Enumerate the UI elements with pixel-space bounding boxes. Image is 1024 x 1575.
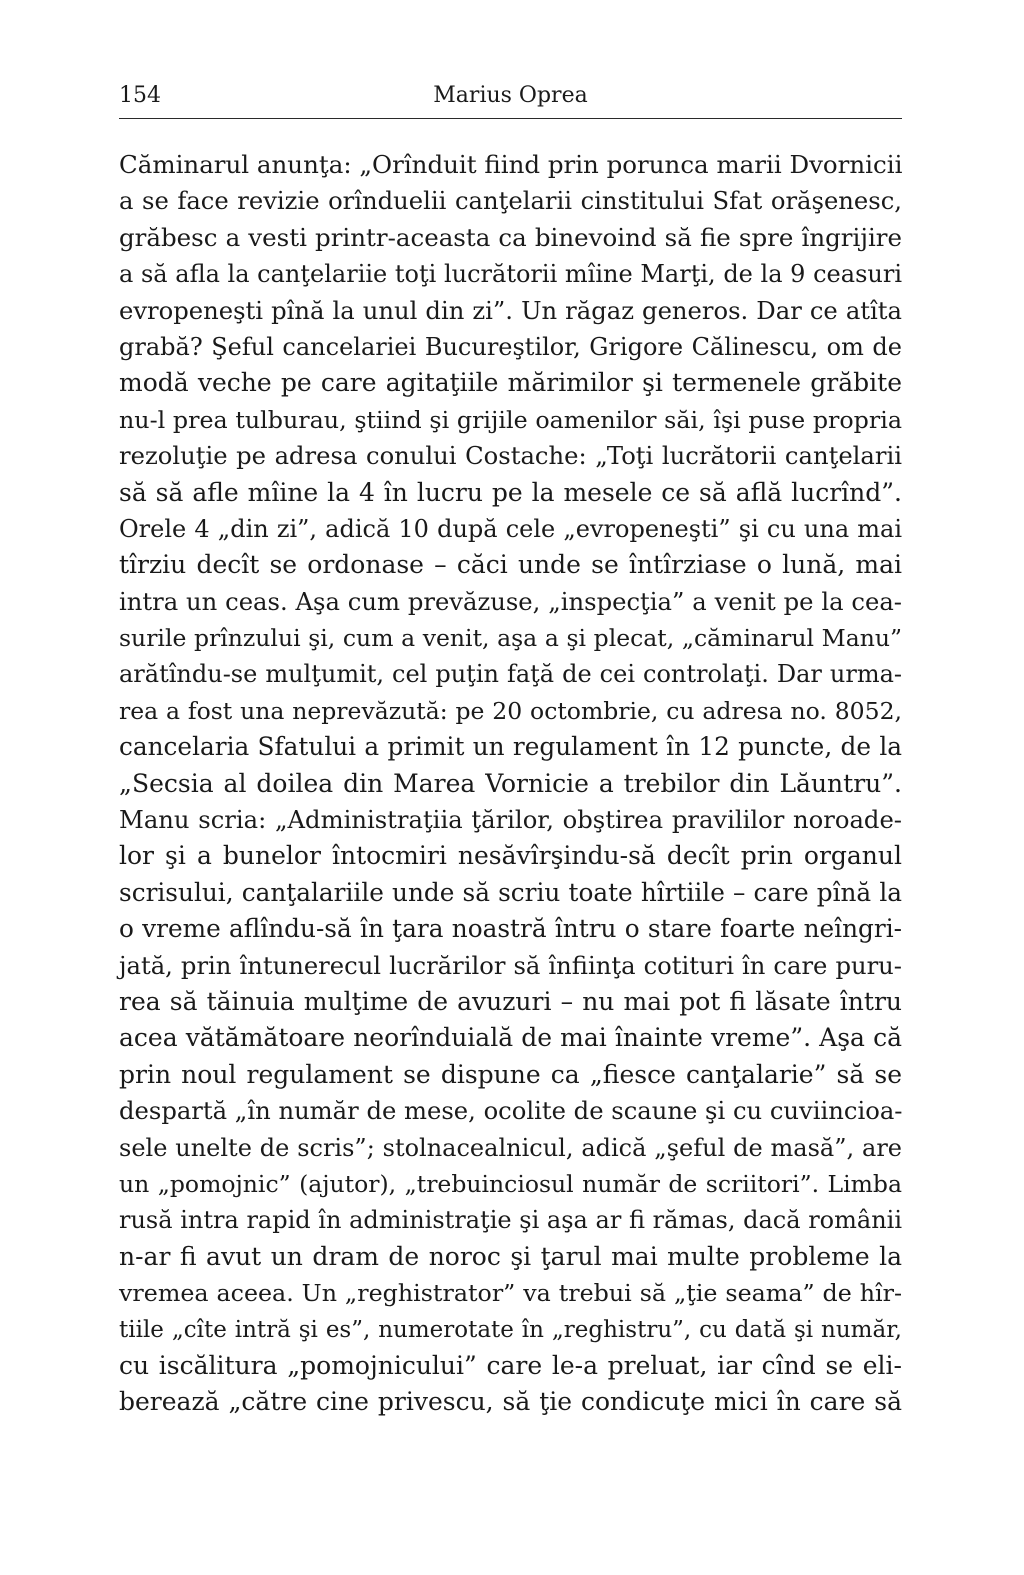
text-line: a se face revizie orînduelii canţelarii cinstitului Sfat orăşenesc, xyxy=(119,186,902,216)
text-line: a să afla la canţelariie toţi lucrătorii mîine Marţi, de la 9 ceasuri xyxy=(119,260,902,289)
text-line: lor şi a bunelor întocmiri nesăvîrşindu-să decît prin organul xyxy=(119,841,902,871)
text-line: Căminarul anunţa: „Orînduit fiind prin porunca marii Dvornicii xyxy=(119,150,903,179)
text-line: Orele 4 „din zi”, adică 10 după cele „evropeneşti” şi cu una mai xyxy=(119,514,902,543)
body-text xyxy=(119,147,902,1421)
text-line: intra un ceas. Aşa cum prevăzuse, „inspecţia” a venit pe la cea- xyxy=(119,586,902,616)
text-line: scrisului, canţalariile unde să scriu toate hîrtiile – care pînă la xyxy=(119,877,902,907)
text-line: acea vătămătoare neorînduială de mai înainte vreme”. Aşa că xyxy=(119,1023,902,1053)
text-line: arătîndu-se mulţumit, cel puţin faţă de cei controlaţi. Dar urma- xyxy=(119,660,902,689)
text-line: jată, prin întunerecul lucrărilor să înfiinţa cotituri în care puru- xyxy=(119,950,902,980)
text-line: o vreme aflîndu-să în ţara noastră întru o stare foarte neîngri- xyxy=(119,914,902,944)
text-line: Manu scria: „Administraţiia ţărilor, obştirea pravililor noroade- xyxy=(119,805,902,835)
text-line: rea să tăinuia mulţime de avuzuri – nu mai pot fi lăsate întru xyxy=(119,986,902,1016)
running-title: Marius Oprea xyxy=(433,83,588,108)
page-number: 154 xyxy=(119,83,161,108)
text-line: n-ar fi avut un dram de noroc şi ţarul mai multe probleme la xyxy=(119,1241,902,1271)
text-line: cancelaria Sfatului a primit un regulament în 12 puncte, de la xyxy=(119,732,902,762)
text-line: prin noul regulament se dispune ca „fiesce canţalarie” să se xyxy=(119,1059,902,1089)
text-line: berează „către cine privescu, să ţie condicuţe mici în care să xyxy=(119,1387,902,1417)
text-line: „Secsia al doilea din Marea Vornicie a trebilor din Lăuntru”. xyxy=(119,768,902,798)
text-line: surile prînzului şi, cum a venit, aşa a şi plecat, „căminarul Manu” xyxy=(119,624,902,653)
page-header xyxy=(119,78,902,119)
text-line: să să afle mîine la 4 în lucru pe la mesele ce să află lucrînd”. xyxy=(119,477,902,507)
text-line: modă veche pe care agitaţiile mărimilor şi termenele grăbite xyxy=(119,368,902,398)
text-line: vremea aceea. Un „reghistrator” va trebui să „ţie seama” de hîr- xyxy=(119,1279,902,1308)
text-line: despartă „în număr de mese, ocolite de scaune şi cu cuviincioa- xyxy=(119,1096,903,1126)
text-line: nu-l prea tulburau, ştiind şi grijile oamenilor săi, îşi puse propria xyxy=(119,405,902,434)
text-line: sele unelte de scris”; stolnacealnicul, adică „şeful de masă”, are xyxy=(119,1133,902,1162)
text-line: rea a fost una neprevăzută: pe 20 octombrie, cu adresa no. 8052, xyxy=(119,696,902,725)
text-line: rezoluţie pe adresa conului Costache: „Toţi lucrătorii canţelarii xyxy=(119,441,902,471)
text-line: evropeneşti pînă la unul din zi”. Un răgaz generos. Dar ce atîta xyxy=(119,295,902,325)
text-line: cu iscălitura „pomojnicului” care le-a preluat, iar cînd se eli- xyxy=(119,1350,902,1380)
text-line: rusă intra rapid în administraţie şi aşa ar fi rămas, dacă românii xyxy=(119,1206,902,1235)
text-line: grăbesc a vesti printr-aceasta ca binevoind să fie spre îngrijire xyxy=(119,222,902,252)
text-line: un „pomojnic” (ajutor), „trebuinciosul număr de scriitori”. Limba xyxy=(119,1169,902,1198)
text-line: grabă? Şeful cancelariei Bucureştilor, Grigore Călinescu, om de xyxy=(119,332,902,361)
text-line: tîrziu decît se ordonase – căci unde se întîrziase o lună, mai xyxy=(119,550,902,580)
text-line: tiile „cîte intră şi es”, numerotate în „reghistru”, cu dată şi număr, xyxy=(119,1316,902,1343)
